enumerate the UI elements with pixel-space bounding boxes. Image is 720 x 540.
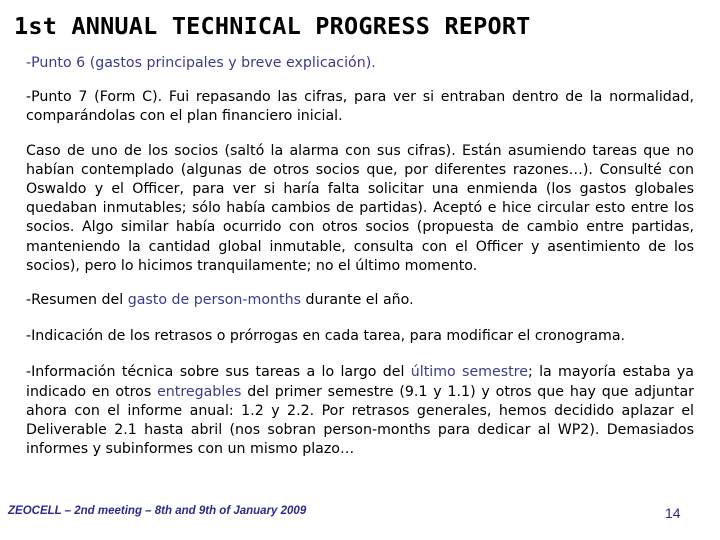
item-punto-6 [26, 54, 694, 73]
paragraph-caso-socio: Caso de uno de los socios (saltó la alarma con sus cifras). Están asumiendo tareas que no habían contemplado (algunas de otros socios que, por diferentes razones…). Consulté con Oswaldo y el Officer, para ver si haría falta solicitar una enmienda (los gastos globales quedaban inmutables; sólo había cambios de partidas). Aceptó e hice circular esto entre los socios. Algo similar había ocurrido con otros socios (propuesta de cambio entre partidas, manteniendo la cantidad global inmutable, consulta con el Officer y asentimiento de los socios), pero lo hicimos tranquilamente; no el último momento. [26, 142, 694, 274]
item-resumen-post: durante el año. [300, 292, 414, 309]
item-informacion-highlight-1: último semestre [410, 364, 528, 381]
item-informacion-post: del primer semestre (9.1 y 1.1) y otros que hay que adjuntar ahora con el informe anual: 1.2 y 2.2. Por retrasos generales, hemos decidido aplazar el Deliverable 2.1 hasta abril (nos sobran person-months para dedicar al WP2). Demasiados informes y subinformes con un mismo plazo… [26, 383, 694, 458]
item-resumen-pre: -Resumen del [26, 292, 128, 309]
item-punto-7: -Punto 7 (Form C). Fui repasando las cifras, para ver si entraban dentro de la normalidad, comparándolas con el plan financiero inicial. [26, 89, 694, 125]
item-informacion-highlight-2: entregables [157, 383, 242, 400]
page-number: 14 [665, 505, 681, 521]
report-body [26, 54, 694, 474]
item-indicacion: -Indicación de los retrasos o prórrogas en cada tarea, para modificar el cronograma. [26, 328, 626, 345]
item-informacion-pre: -Información técnica sobre sus tareas a lo largo del [26, 364, 411, 381]
item-resumen-highlight: gasto de person-months [127, 292, 301, 309]
item-resumen [26, 291, 694, 310]
page-title: 1st ANNUAL TECHNICAL PROGRESS REPORT [14, 12, 531, 40]
item-punto-6-text: -Punto 6 (gastos principales y breve explicación). [26, 55, 376, 71]
item-informacion [26, 363, 694, 459]
item-informacion-mid: ; la mayoría estaba ya indicado en otros [26, 364, 694, 400]
footer-text: ZEOCELL – 2nd meeting – 8th and 9th of January 2009 [8, 505, 307, 517]
